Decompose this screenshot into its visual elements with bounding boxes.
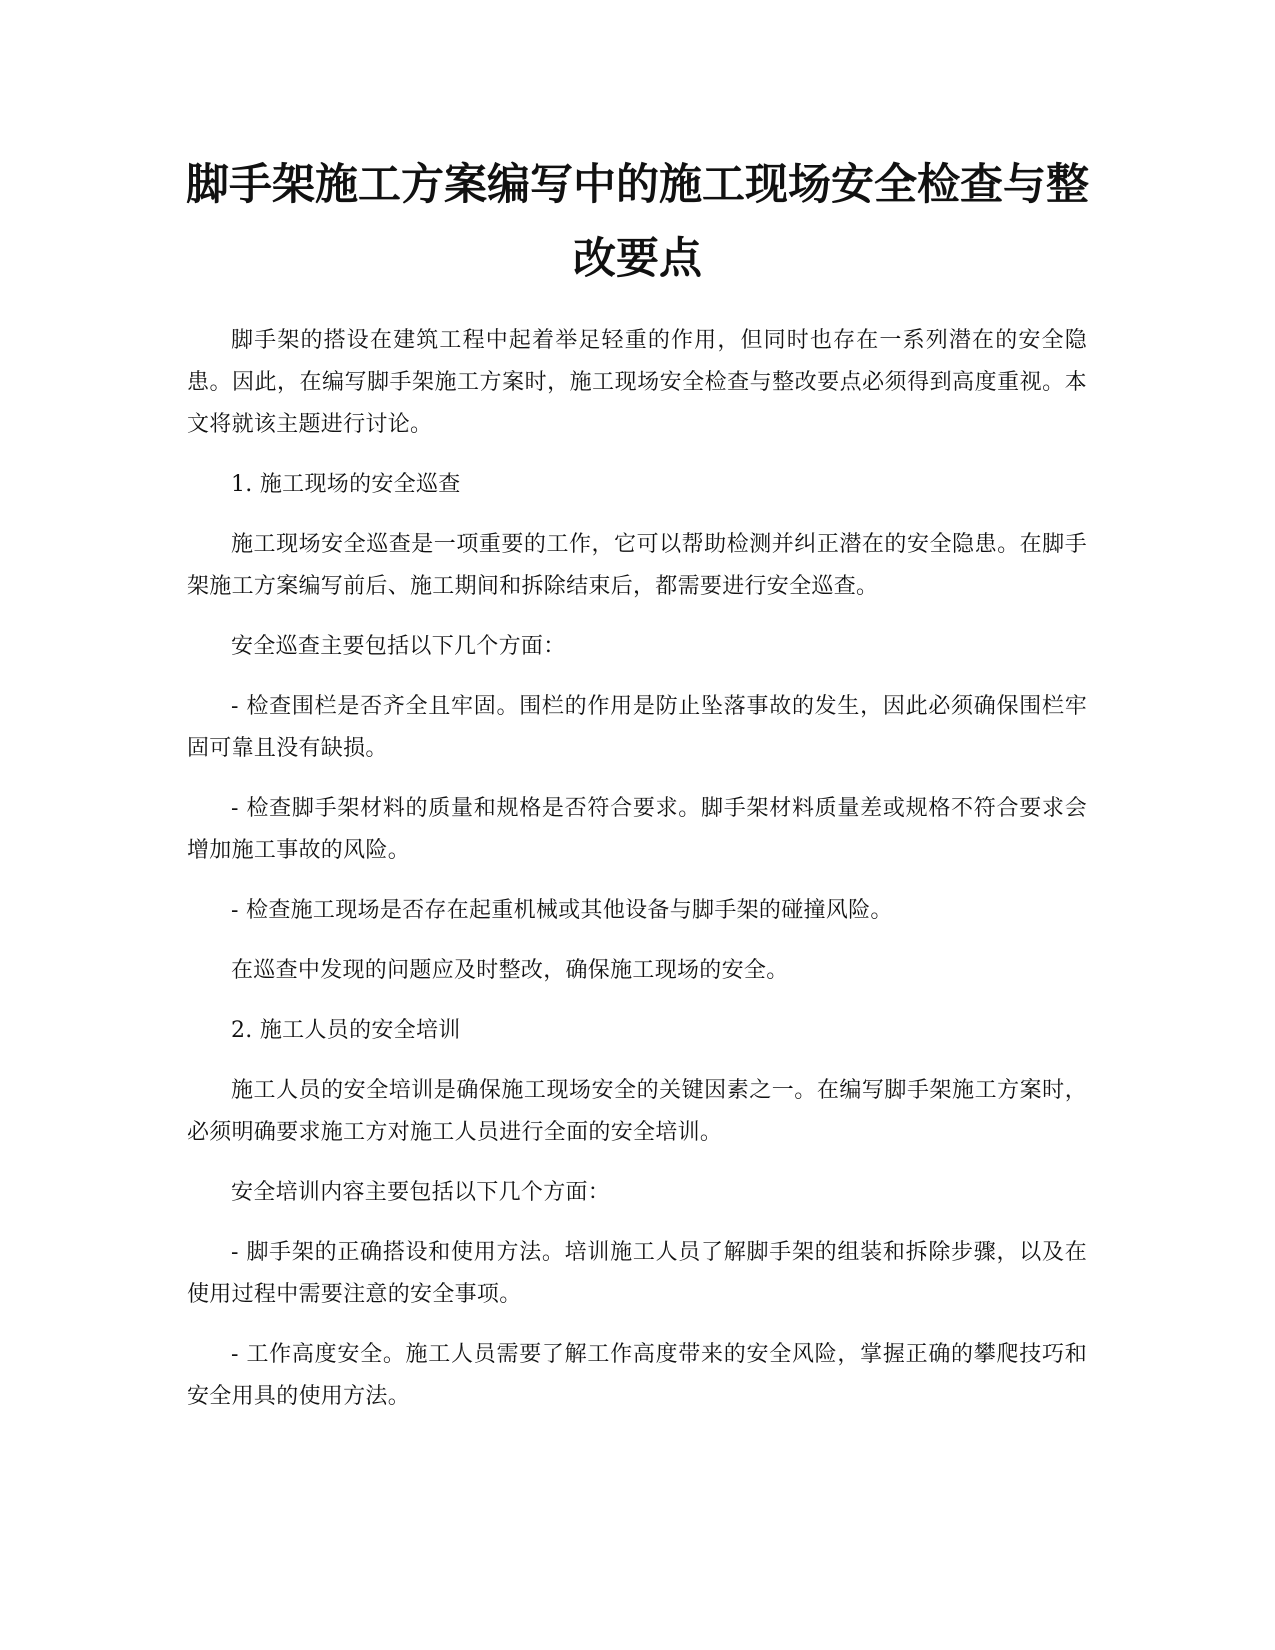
section-heading-2: 2. 施工人员的安全培训 — [231, 1018, 461, 1043]
paragraph: 安全巡查主要包括以下几个方面： — [231, 634, 566, 659]
list-item: - 检查脚手架材料的质量和规格是否符合要求。脚手架材料质量差或规格不符合要求会增加施工事故的风险。 — [187, 796, 1087, 863]
document-title: 脚手架施工方案编写中的施工现场安全检查与整改要点 — [186, 160, 1089, 284]
paragraph: 安全培训内容主要包括以下几个方面： — [231, 1180, 611, 1205]
paragraph: 在巡查中发现的问题应及时整改，确保施工现场的安全。 — [231, 958, 789, 983]
list-item: - 检查施工现场是否存在起重机械或其他设备与脚手架的碰撞风险。 — [231, 898, 893, 923]
list-item: - 脚手架的正确搭设和使用方法。培训施工人员了解脚手架的组装和拆除步骤，以及在使用过程中需要注意的安全事项。 — [187, 1240, 1087, 1307]
intro-paragraph: 脚手架的搭设在建筑工程中起着举足轻重的作用，但同时也存在一系列潜在的安全隐患。因此，在编写脚手架施工方案时，施工现场安全检查与整改要点必须得到高度重视。本文将就该主题进行讨论。 — [187, 328, 1087, 437]
section-heading-1: 1. 施工现场的安全巡查 — [231, 472, 461, 497]
list-item: - 工作高度安全。施工人员需要了解工作高度带来的安全风险，掌握正确的攀爬技巧和安全用具的使用方法。 — [187, 1342, 1087, 1409]
list-item: - 检查围栏是否齐全且牢固。围栏的作用是防止坠落事故的发生，因此必须确保围栏牢固可靠且没有缺损。 — [187, 694, 1087, 761]
paragraph: 施工现场安全巡查是一项重要的工作，它可以帮助检测并纠正潜在的安全隐患。在脚手架施工方案编写前后、施工期间和拆除结束后，都需要进行安全巡查。 — [187, 532, 1087, 599]
paragraph: 施工人员的安全培训是确保施工现场安全的关键因素之一。在编写脚手架施工方案时，必须明确要求施工方对施工人员进行全面的安全培训。 — [187, 1078, 1087, 1145]
document-body — [187, 320, 1087, 1436]
